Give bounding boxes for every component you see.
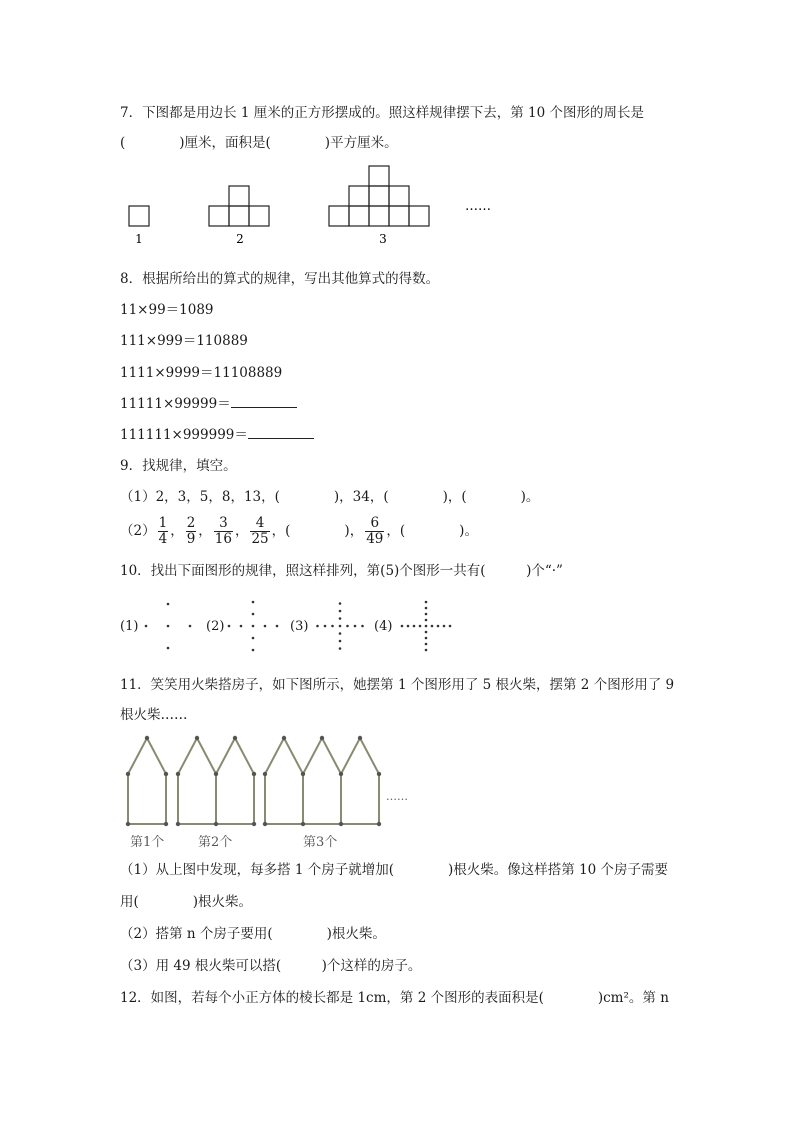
dot-mark <box>228 625 231 628</box>
q7-line2: ( )厘米，面积是( )平方厘米。 <box>120 135 398 151</box>
dot-mark <box>354 625 357 628</box>
dot-mark <box>240 625 243 628</box>
dot-mark <box>252 649 255 652</box>
dot-mark <box>425 643 428 646</box>
q8-eq3: 1111×9999＝11108889 <box>120 365 283 381</box>
dot-mark <box>167 603 170 606</box>
q11-caption-1: 第1个 <box>130 835 165 850</box>
dot-mark <box>189 625 192 628</box>
dot-mark <box>316 625 319 628</box>
q11-matchstick-houses <box>118 732 428 852</box>
dot-mark <box>425 607 428 610</box>
q9-blank-1[interactable]: ，( )， <box>271 523 364 539</box>
q10-label-3: (3) <box>290 619 309 634</box>
q11-sub2: （2）搭第 n 个房子要用( )根火柴。 <box>120 926 386 942</box>
q8-eq4: 11111×99999＝ <box>120 396 231 412</box>
dot-mark <box>339 610 342 613</box>
q8-eq4-row <box>120 395 297 413</box>
q7-label-2: 2 <box>236 232 244 246</box>
q10-label-1: (1) <box>120 619 139 634</box>
q10-dot-figures <box>120 590 480 662</box>
dot-mark <box>419 625 422 628</box>
q10-title: 10．找出下面图形的规律，照这样排列，第(5)个图形一共有( )个“·” <box>120 563 563 579</box>
fraction-4: $\frac{4}{25}$ <box>251 515 269 547</box>
dot-mark <box>425 637 428 640</box>
dot-mark <box>425 625 428 628</box>
dot-mark <box>252 625 255 628</box>
dot-mark <box>167 647 170 650</box>
dot-mark <box>339 617 342 620</box>
dot-mark <box>425 631 428 634</box>
q9-blank-2[interactable]: ，( ) <box>386 523 465 539</box>
q8-title: 8．根据所给出的算式的规律，写出其他算式的得数。 <box>120 271 440 287</box>
q8-eq2: 111×999＝110889 <box>120 333 248 349</box>
dot-mark <box>413 625 416 628</box>
dot-mark <box>339 625 342 628</box>
q8-eq5-row <box>120 426 314 444</box>
q11-line1: 11．笑笑用火柴搭房子，如下图所示，她摆第 1 个图形用了 5 根火柴，摆第 2 个图形用了 9 <box>120 677 675 693</box>
dot-mark <box>339 647 342 650</box>
fraction-3: $\frac{3}{16}$ <box>214 515 232 547</box>
q7-ellipsis: …… <box>465 199 491 214</box>
q7-label-1: 1 <box>135 232 143 246</box>
q8-eq5: 111111×999999＝ <box>120 427 248 443</box>
q11-line2: 根火柴…… <box>120 707 188 723</box>
q11-caption-2: 第2个 <box>198 835 233 850</box>
q10-label-2: (2) <box>206 619 225 634</box>
q7-line1: 7．下图都是用边长 1 厘米的正方形摆成的。照这样规律摆下去，第 10 个图形的周长是 <box>120 105 645 121</box>
dot-mark <box>401 625 404 628</box>
dot-mark <box>425 601 428 604</box>
dot-mark <box>252 601 255 604</box>
fraction-2: $\frac{2}{9}$ <box>186 515 196 547</box>
fraction-1: $\frac{1}{4}$ <box>158 515 168 547</box>
dot-mark <box>361 625 364 628</box>
q10-label-4: (4) <box>374 619 393 634</box>
dot-mark <box>145 625 148 628</box>
dot-mark <box>276 625 279 628</box>
dot-mark <box>443 625 446 628</box>
q12-text: 12．如图，若每个小正方体的棱长都是 1cm，第 2 个图形的表面积是( )cm²。第 n <box>120 990 669 1006</box>
q9-part2: （2） $\frac{1}{4}$ ， $\frac{2}{9}$ ， $\frac{3}{16}$ ， $\frac{4}{25}$ ，( )， $\frac{6}{49}$ ，( )。 <box>120 515 478 547</box>
q9-part2-prefix: （2） <box>120 523 156 539</box>
dot-mark <box>425 649 428 652</box>
dot-mark <box>437 625 440 628</box>
q8-eq1: 11×99＝1089 <box>120 302 214 318</box>
dot-mark <box>324 625 327 628</box>
dot-mark <box>339 640 342 643</box>
q8-answer-blank-2[interactable] <box>248 426 314 439</box>
q9-title: 9．找规律，填空。 <box>120 458 237 474</box>
dot-mark <box>252 613 255 616</box>
dot-mark <box>339 602 342 605</box>
dot-mark <box>339 632 342 635</box>
dot-mark <box>431 625 434 628</box>
dot-mark <box>264 625 267 628</box>
q9-part1: （1）2，3，5，8，13，( )，34，( )，( )。 <box>120 489 540 505</box>
q7-label-3: 3 <box>379 232 387 246</box>
dot-mark <box>252 637 255 640</box>
dot-mark <box>425 613 428 616</box>
q11-sub3: （3）用 49 根火柴可以搭( )个这样的房子。 <box>120 958 422 974</box>
dot-mark <box>346 625 349 628</box>
q11-ellipsis: …… <box>386 790 408 803</box>
q11-sub1b: 用( )根火柴。 <box>120 894 253 910</box>
dot-mark <box>167 625 170 628</box>
q7-square-figures <box>120 160 540 250</box>
q11-caption-3: 第3个 <box>303 835 338 850</box>
dot-mark <box>449 625 452 628</box>
dot-mark <box>331 625 334 628</box>
q11-sub1a: （1）从上图中发现，每多搭 1 个房子就增加( )根火柴。像这样搭第 10 个房子需要 <box>120 862 669 878</box>
dot-mark <box>407 625 410 628</box>
dot-mark <box>425 619 428 622</box>
q8-answer-blank-1[interactable] <box>231 395 297 408</box>
fraction-5: $\frac{6}{49}$ <box>366 515 384 547</box>
